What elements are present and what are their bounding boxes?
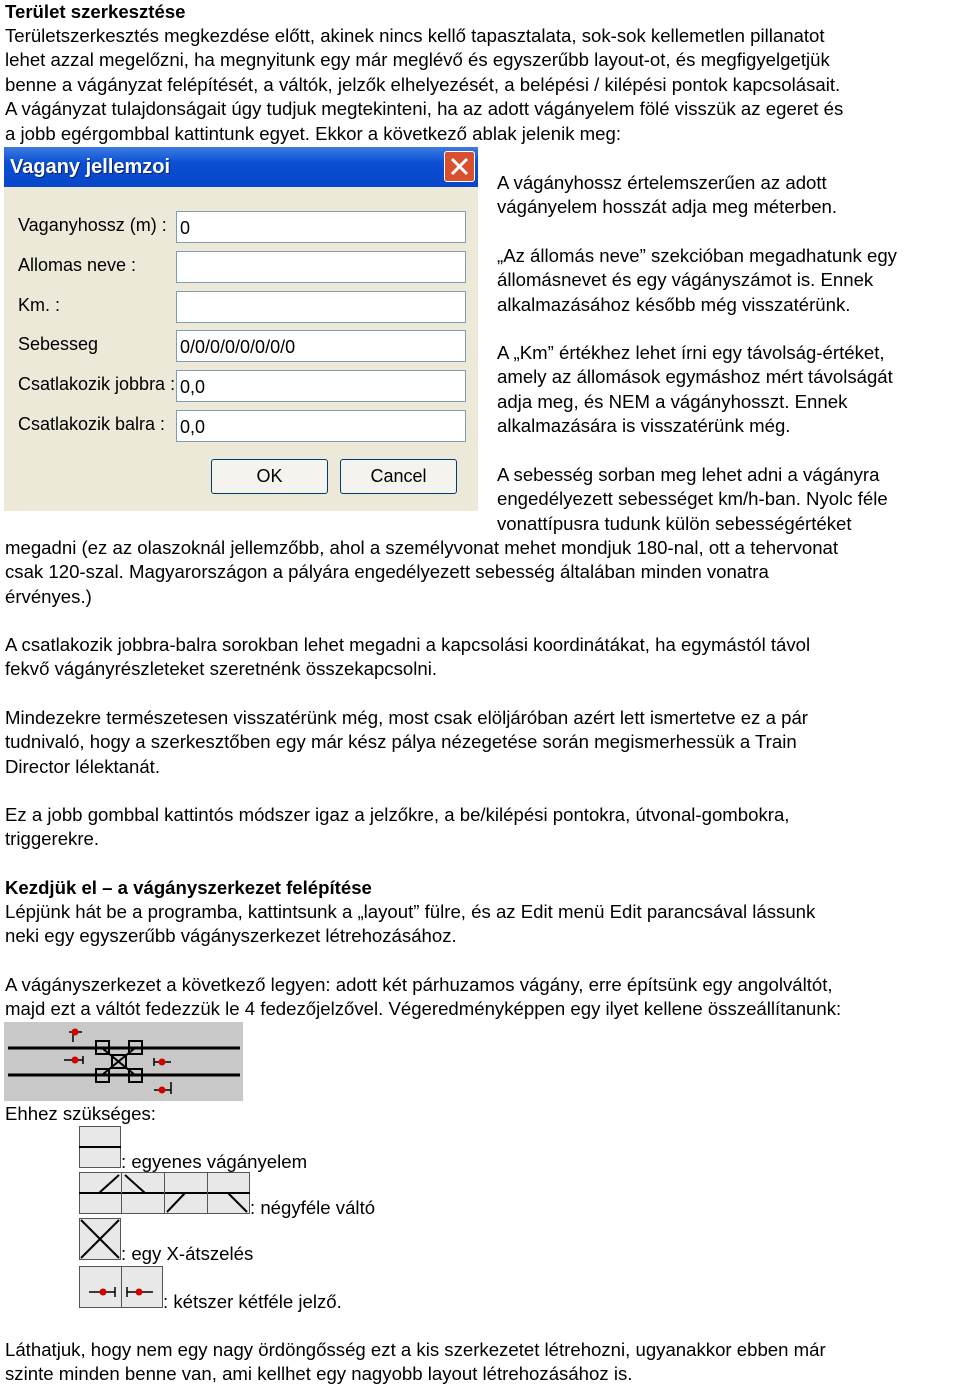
text-line: engedélyezett sebességet km/h-ban. Nyolc féle (497, 488, 888, 510)
text-line: A csatlakozik jobbra-balra sorokban lehet megadni a kapcsolási koordinátákat, ha egymástól távol (5, 634, 811, 655)
close-icon (445, 152, 474, 181)
text-line: állomásnevet és egy vágányszámot is. Ennek (497, 269, 874, 291)
text-line: Területszerkesztés megkezdése előtt, akinek nincs kellő tapasztalata, sok-sok kellemetlen pillanatot (5, 25, 825, 46)
symbol-label-straight: : egyenes vágányelem (121, 1151, 308, 1172)
text-line: benne a vágányzat felépítését, a váltók, jelzők elhelyezését, a belépési / kilépési pontok kapcsolásait. (5, 73, 841, 95)
dialog-titlebar (4, 147, 478, 187)
text-line: Lépjünk hát be a programba, kattintsunk a „layout” fülre, és az Edit menü Edit parancsával lássunk (5, 901, 816, 922)
section-heading (5, 876, 957, 900)
needs-label: Ehhez szükséges: (5, 1103, 156, 1124)
symbol-label-crossing: : egy X-átszelés (121, 1243, 254, 1264)
text-line: adja meg, és NEM a vágányhosszt. Ennek (497, 390, 848, 412)
km-input[interactable] (176, 291, 466, 323)
text-line: Director lélektanát. (5, 755, 161, 777)
text-line: Mindezekre természetesen visszatérünk még, most csak elöljáróban azért lett ismertetve ez a pár (5, 707, 808, 728)
symbol-label-switch: : négyféle váltó (250, 1197, 376, 1218)
straight-track-icon (79, 1126, 121, 1168)
connect-right-label: Csatlakozik jobbra : (18, 374, 176, 394)
switch-icon (79, 1172, 250, 1214)
crossing-icon (79, 1218, 121, 1260)
text-line: a jobb egérgombbal kattintunk egyet. Ekkor a következő ablak jelenik meg: (5, 122, 622, 144)
connect-left-label: Csatlakozik balra : (18, 414, 166, 434)
track-length-input[interactable]: 0 (176, 211, 466, 243)
connect-right-input[interactable]: 0,0 (176, 370, 466, 402)
text-line: A vágányszerkezet a következő legyen: adott két párhuzamos vágány, erre építsünk egy angolváltót, (5, 974, 833, 995)
text-line: fekvő vágányrészleteket szeretnénk összekapcsolni. (5, 658, 438, 680)
text-line: alkalmazásához később még visszatérünk. (497, 293, 851, 315)
close-button[interactable] (444, 151, 475, 182)
text-line: majd ezt a váltót fedezzük le 4 fedezőjelzővel. Végeredményképpen egy ilyet kellene összeállítanunk: (5, 998, 842, 1020)
page-title: Terület szerkesztése (5, 1, 186, 22)
text-line: A sebesség sorban meg lehet adni a vágányra (497, 464, 880, 485)
return-paragraph (5, 706, 957, 779)
text-line: vonattípusra tudunk külön sebességértéket (497, 512, 852, 534)
text-line: csak 120-szal. Magyarországon a pályára engedélyezett sebesség általában minden vonatra (5, 561, 769, 583)
ok-button[interactable]: OK (211, 459, 328, 494)
speed-label: Sebesseg (18, 334, 99, 354)
station-name-input[interactable] (176, 251, 466, 283)
station-name-label: Allomas neve : (18, 255, 137, 275)
side-paragraph-station (497, 244, 957, 317)
track-properties-dialog (4, 147, 478, 511)
dialog-title: Vagany jellemzoi (10, 156, 171, 178)
rightclick-paragraph (5, 803, 957, 852)
start-paragraph (5, 900, 957, 949)
text-line: szinte minden benne van, ami kellhet egy nagyobb layout létrehozásához is. (5, 1363, 633, 1385)
text-line: neki egy egyszerűbb vágányszerkezet létrehozásához. (5, 925, 457, 947)
final-paragraph (5, 1338, 957, 1387)
cancel-button[interactable]: Cancel (340, 459, 457, 494)
text-line: tudnivaló, hogy a szerkesztőben egy már kész pálya nézegetése során megismerhessük a Train (5, 731, 797, 753)
text-line: Láthatjuk, hogy nem egy nagy ördöngősség ezt a kis szerkezetet létrehozni, ugyanakkor ebben már (5, 1339, 826, 1360)
text-line: érvényes.) (5, 585, 92, 607)
track-diagram (4, 1022, 243, 1101)
speed-paragraph-continuation (5, 536, 957, 609)
text-line: triggerekre. (5, 828, 100, 850)
text-line: alkalmazására is visszatérünk még. (497, 415, 791, 437)
layout-paragraph (5, 973, 957, 1022)
text-line: amely az állomások egymáshoz mért távolságát (497, 366, 893, 388)
text-line: vágányelem hosszát adja meg méterben. (497, 196, 838, 218)
text-line: megadni (ez az olaszoknál jellemzőbb, ahol a személyvonat mehet mondjuk 180-nal, ott a tehervonat (5, 537, 839, 558)
speed-input[interactable]: 0/0/0/0/0/0/0/0 (176, 330, 466, 362)
side-paragraph-km (497, 341, 957, 439)
text-line: Kezdjük el – a vágányszerkezet felépítése (5, 877, 372, 898)
track-length-label: Vaganyhossz (m) : (18, 215, 167, 235)
intro-paragraph (5, 24, 957, 146)
text-line: lehet azzal megelőzni, ha megnyitunk egy már meglévő és egyszerűbb layout-ot, és megfigyelgetjük (5, 49, 830, 71)
side-paragraph-speed (497, 463, 957, 536)
connect-paragraph (5, 633, 957, 682)
text-line: A vágányzat tulajdonságait úgy tudjuk megtekinteni, ha az adott vágányelem fölé visszük az egeret és (5, 98, 844, 120)
text-line: Ez a jobb gombbal kattintós módszer igaz a jelzőkre, a be/kilépési pontokra, útvonal-gombokra, (5, 804, 790, 825)
signal-icon (79, 1266, 163, 1308)
km-label: Km. : (18, 295, 61, 315)
side-paragraph-length (497, 171, 957, 220)
text-line: „Az állomás neve” szekcióban megadhatunk egy (497, 245, 897, 266)
connect-left-input[interactable]: 0,0 (176, 410, 466, 442)
text-line: A vágányhossz értelemszerűen az adott (497, 172, 827, 193)
text-line: A „Km” értékhez lehet írni egy távolság-értéket, (497, 342, 885, 363)
symbol-label-signal: : kétszer kétféle jelző. (163, 1291, 342, 1312)
